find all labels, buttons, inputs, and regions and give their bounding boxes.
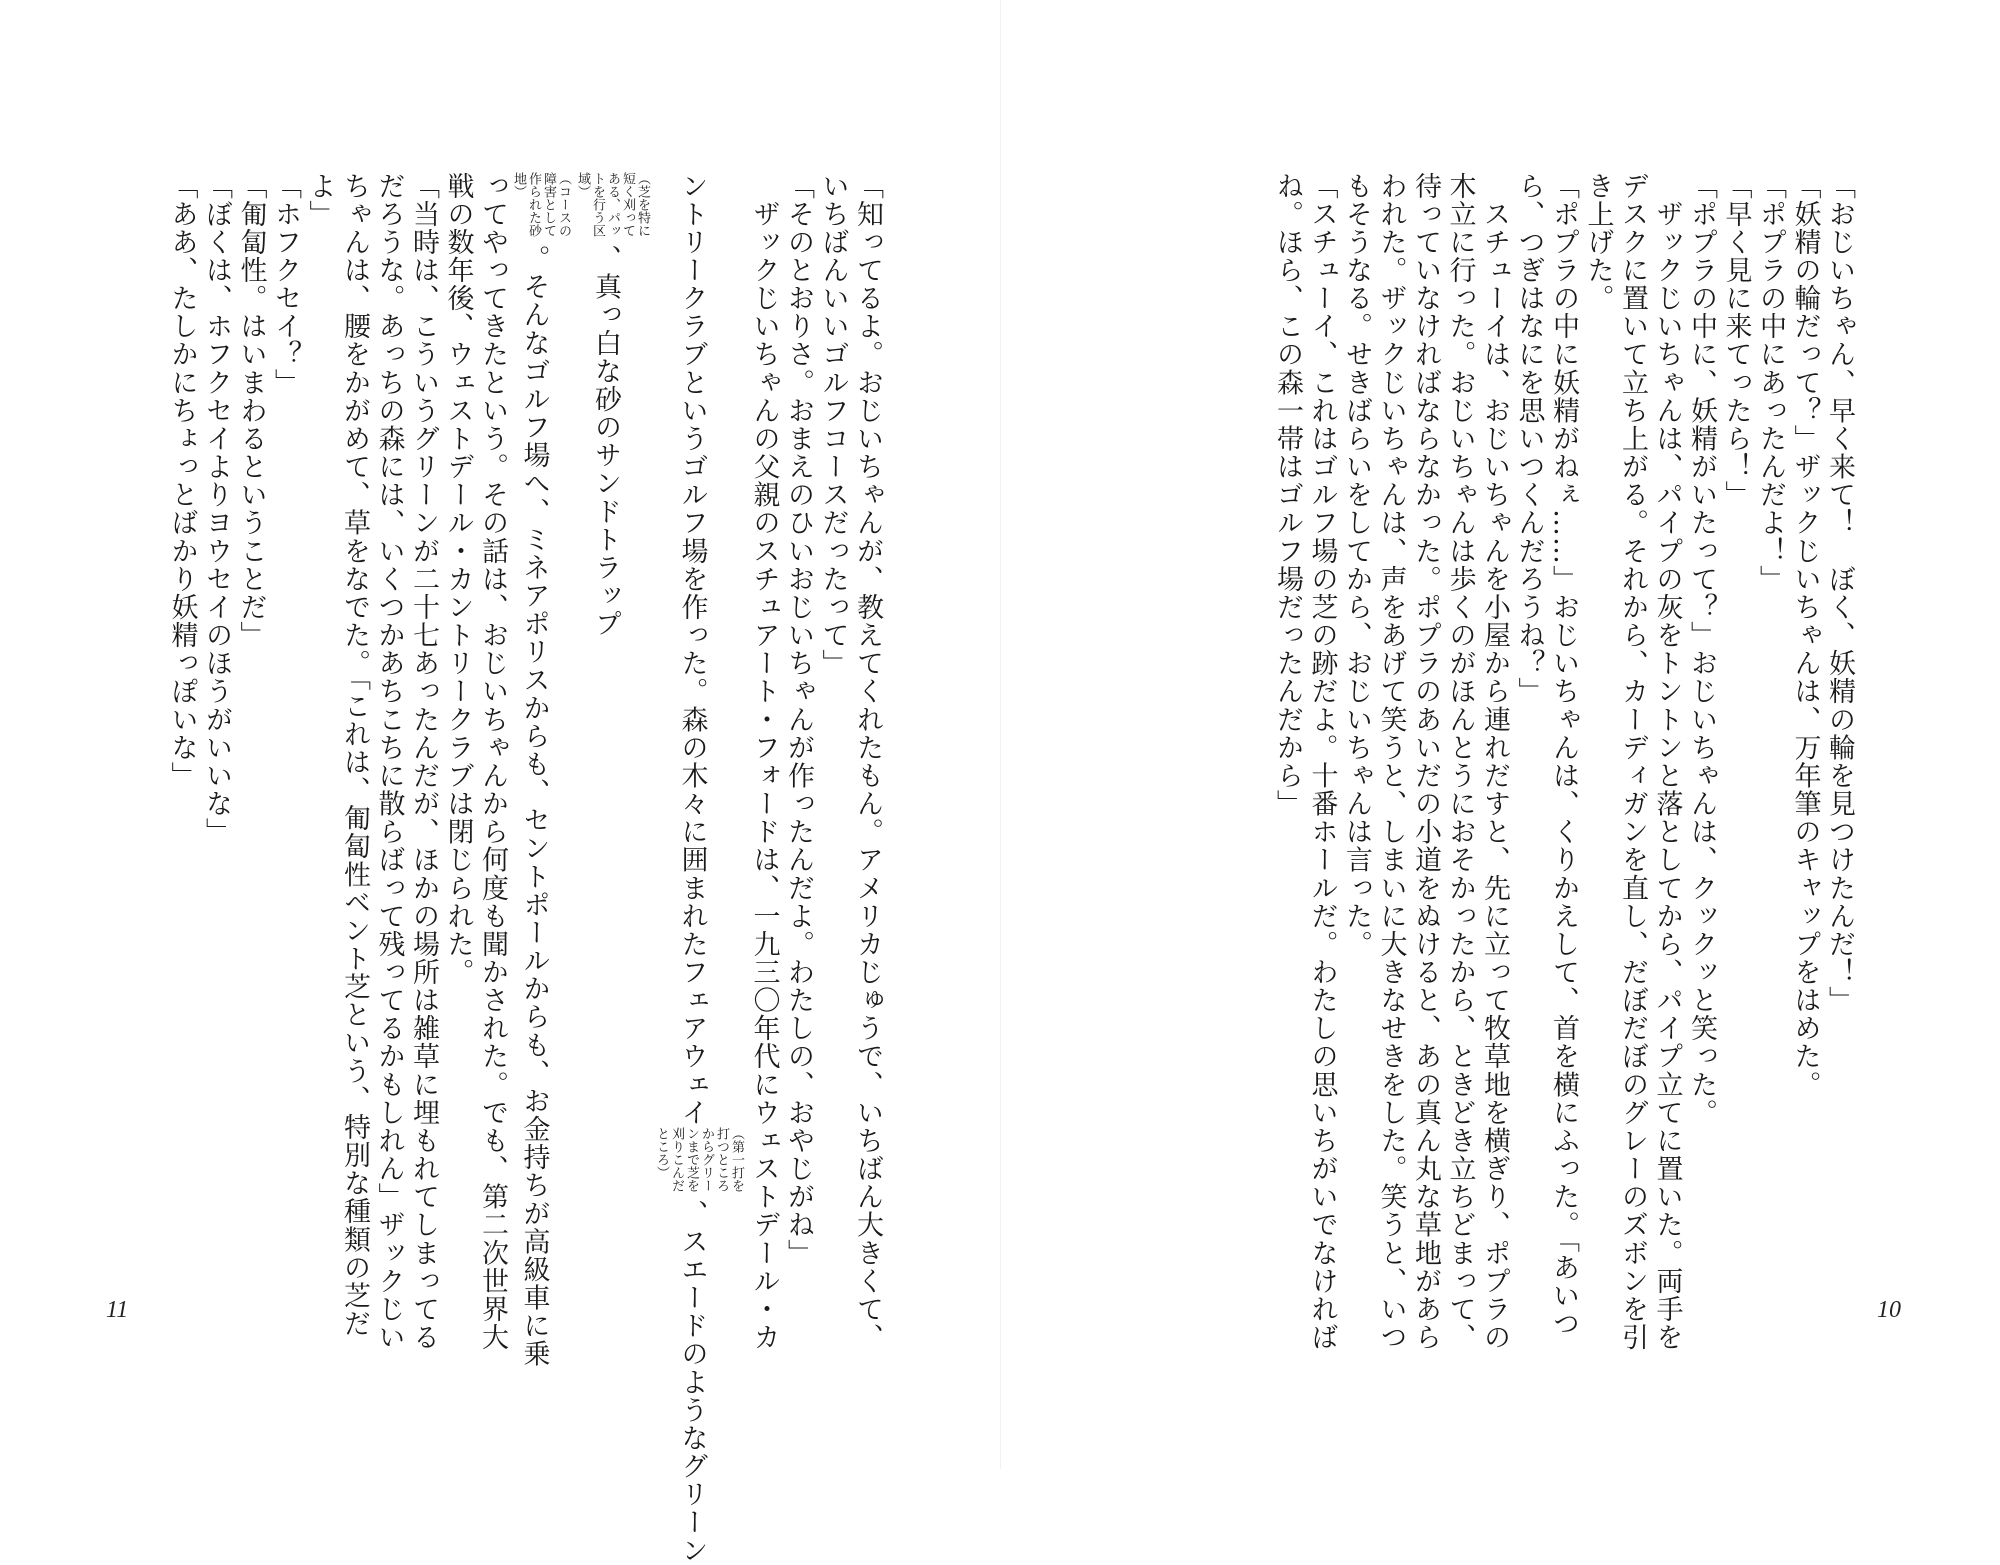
text-line: き上げた。 <box>1582 172 1614 313</box>
text-line: 「そのとおりさ。おまえのひいおじいちゃんが作ったんだよ。わたしの、おやじがね」 <box>783 172 814 1268</box>
text-line <box>509 172 573 1368</box>
text-line: 「スチューイ、これはゴルフ場の芝の跡だよ。十番ホールだ。わたしの思いちがいでなければ <box>1306 172 1338 1352</box>
text-line: ってやってきたという。その話は、おじいちゃんから何度も聞かされた。でも、第二次世界大 <box>477 172 508 1352</box>
inline-annotation: （コースの障害として作られた砂地） <box>511 172 571 237</box>
text-line: スチューイは、おじいちゃんを小屋から連れだすと、先に立って牧草地を横ぎり、ポプラの <box>1479 172 1510 1352</box>
text-line: 「ポプラの中にあったんだよ！」 <box>1755 172 1786 594</box>
text-line <box>573 172 652 1317</box>
text-line: いちばんいいゴルフコースだったって」 <box>817 172 849 678</box>
text-line: 「当時は、こういうグリーンが二十七あったんだが、ほかの場所は雑草に埋もれてしまってる <box>408 172 439 1352</box>
text-line: 「ホフクセイ？」 <box>270 172 301 397</box>
line-text: 。そんなゴルフ場へ、ミネアポリスからも、セントポールからも、お金持ちが高級車に乗 <box>518 244 550 1368</box>
text-line: 「ああ、たしかにちょっとばかり妖精っぽいな」 <box>166 172 198 790</box>
text-line: 「おじいちゃん、早く来て！ ぼく、妖精の輪を見つけたんだ！」 <box>1824 172 1855 1015</box>
text-line: ら、つぎはなにを思いつくんだろうね？」 <box>1513 172 1545 706</box>
text-line: われた。ザックじいちゃんは、声をあげて笑うと、しまいに大きなせきをした。笑うと、いつ <box>1375 172 1407 1352</box>
page-gutter <box>1000 0 1001 1469</box>
text-line: デスクに置いて立ち上がる。それから、カーディガンを直し、だぼだぼのグレーのズボンを引 <box>1617 172 1648 1352</box>
line-text: ントリークラブというゴルフ場を作った。森の木々に囲まれたフェアウェイ <box>676 172 708 1127</box>
page-number-right: 10 <box>1877 1297 1901 1323</box>
text-line: 「ぼくは、ホフクセイよりヨウセイのほうがいいな」 <box>201 172 232 846</box>
text-line: ね。ほら、この森一帯はゴルフ場だったんだから」 <box>1272 172 1303 818</box>
text-line <box>652 172 746 1565</box>
page-number-left: 11 <box>106 1297 129 1323</box>
line-text: 、真っ白な砂のサンドトラップ <box>590 244 621 638</box>
text-line: ザックじいちゃんの父親のスチュアート・フォードは、一九三〇年代にウェストデール・カ <box>748 172 780 1352</box>
inline-annotation: （芝を特に短く刈ってある、パットを行う区域） <box>575 172 650 237</box>
text-line: 「早く見に来てったら！」 <box>1720 172 1752 509</box>
text-line: 木立に行った。おじいちゃんは歩くのがほんとうにおそかったから、ときどき立ちどまって、 <box>1444 172 1476 1352</box>
text-line: 「ポプラの中に、妖精がいたって？」おじいちゃんは、クックッと笑った。 <box>1686 172 1717 1127</box>
text-line: 「ポプラの中に妖精がねぇ……」おじいちゃんは、くりかえして、首を横にふった。「あいつ <box>1548 172 1579 1338</box>
text-line: ちゃんは、腰をかがめて、草をなでた。「これは、匍匐性ベント芝という、特別な種類の芝だ <box>339 172 370 1338</box>
text-line: 戦の数年後、ウェストデール・カントリークラブは閉じられた。 <box>442 172 474 987</box>
inline-annotation: （第一打を打つところからグリーンまで芝を刈りこんだところ） <box>654 1126 744 1192</box>
left-page-text <box>166 172 884 1565</box>
text-line: よ」 <box>304 172 336 229</box>
line-text: 、スエードのようなグリーン <box>676 1199 708 1565</box>
text-line: ザックじいちゃんは、パイプの灰をトントンと落としてから、パイプ立てに置いた。両手を <box>1651 172 1683 1352</box>
text-line: だろうな。あっちの森には、いくつかあちこちに散らばって残ってるかもしれん」ザックじい <box>373 172 405 1352</box>
text-line: 「匍匐性。はいまわるということだ」 <box>235 172 267 650</box>
text-line: もそうなる。せきばらいをしてから、おじいちゃんは言った。 <box>1341 172 1372 959</box>
text-line: 待っていなければならなかった。ポプラのあいだの小道をぬけると、あの真ん丸な草地があら <box>1410 172 1441 1352</box>
text-line: 「妖精の輪だって？」ザックじいちゃんは、万年筆のキャップをはめた。 <box>1789 172 1821 1099</box>
text-line: 「知ってるよ。おじいちゃんが、教えてくれたもん。アメリカじゅうで、いちばん大きくて、 <box>852 172 883 1352</box>
right-page-text <box>1128 172 1856 1352</box>
